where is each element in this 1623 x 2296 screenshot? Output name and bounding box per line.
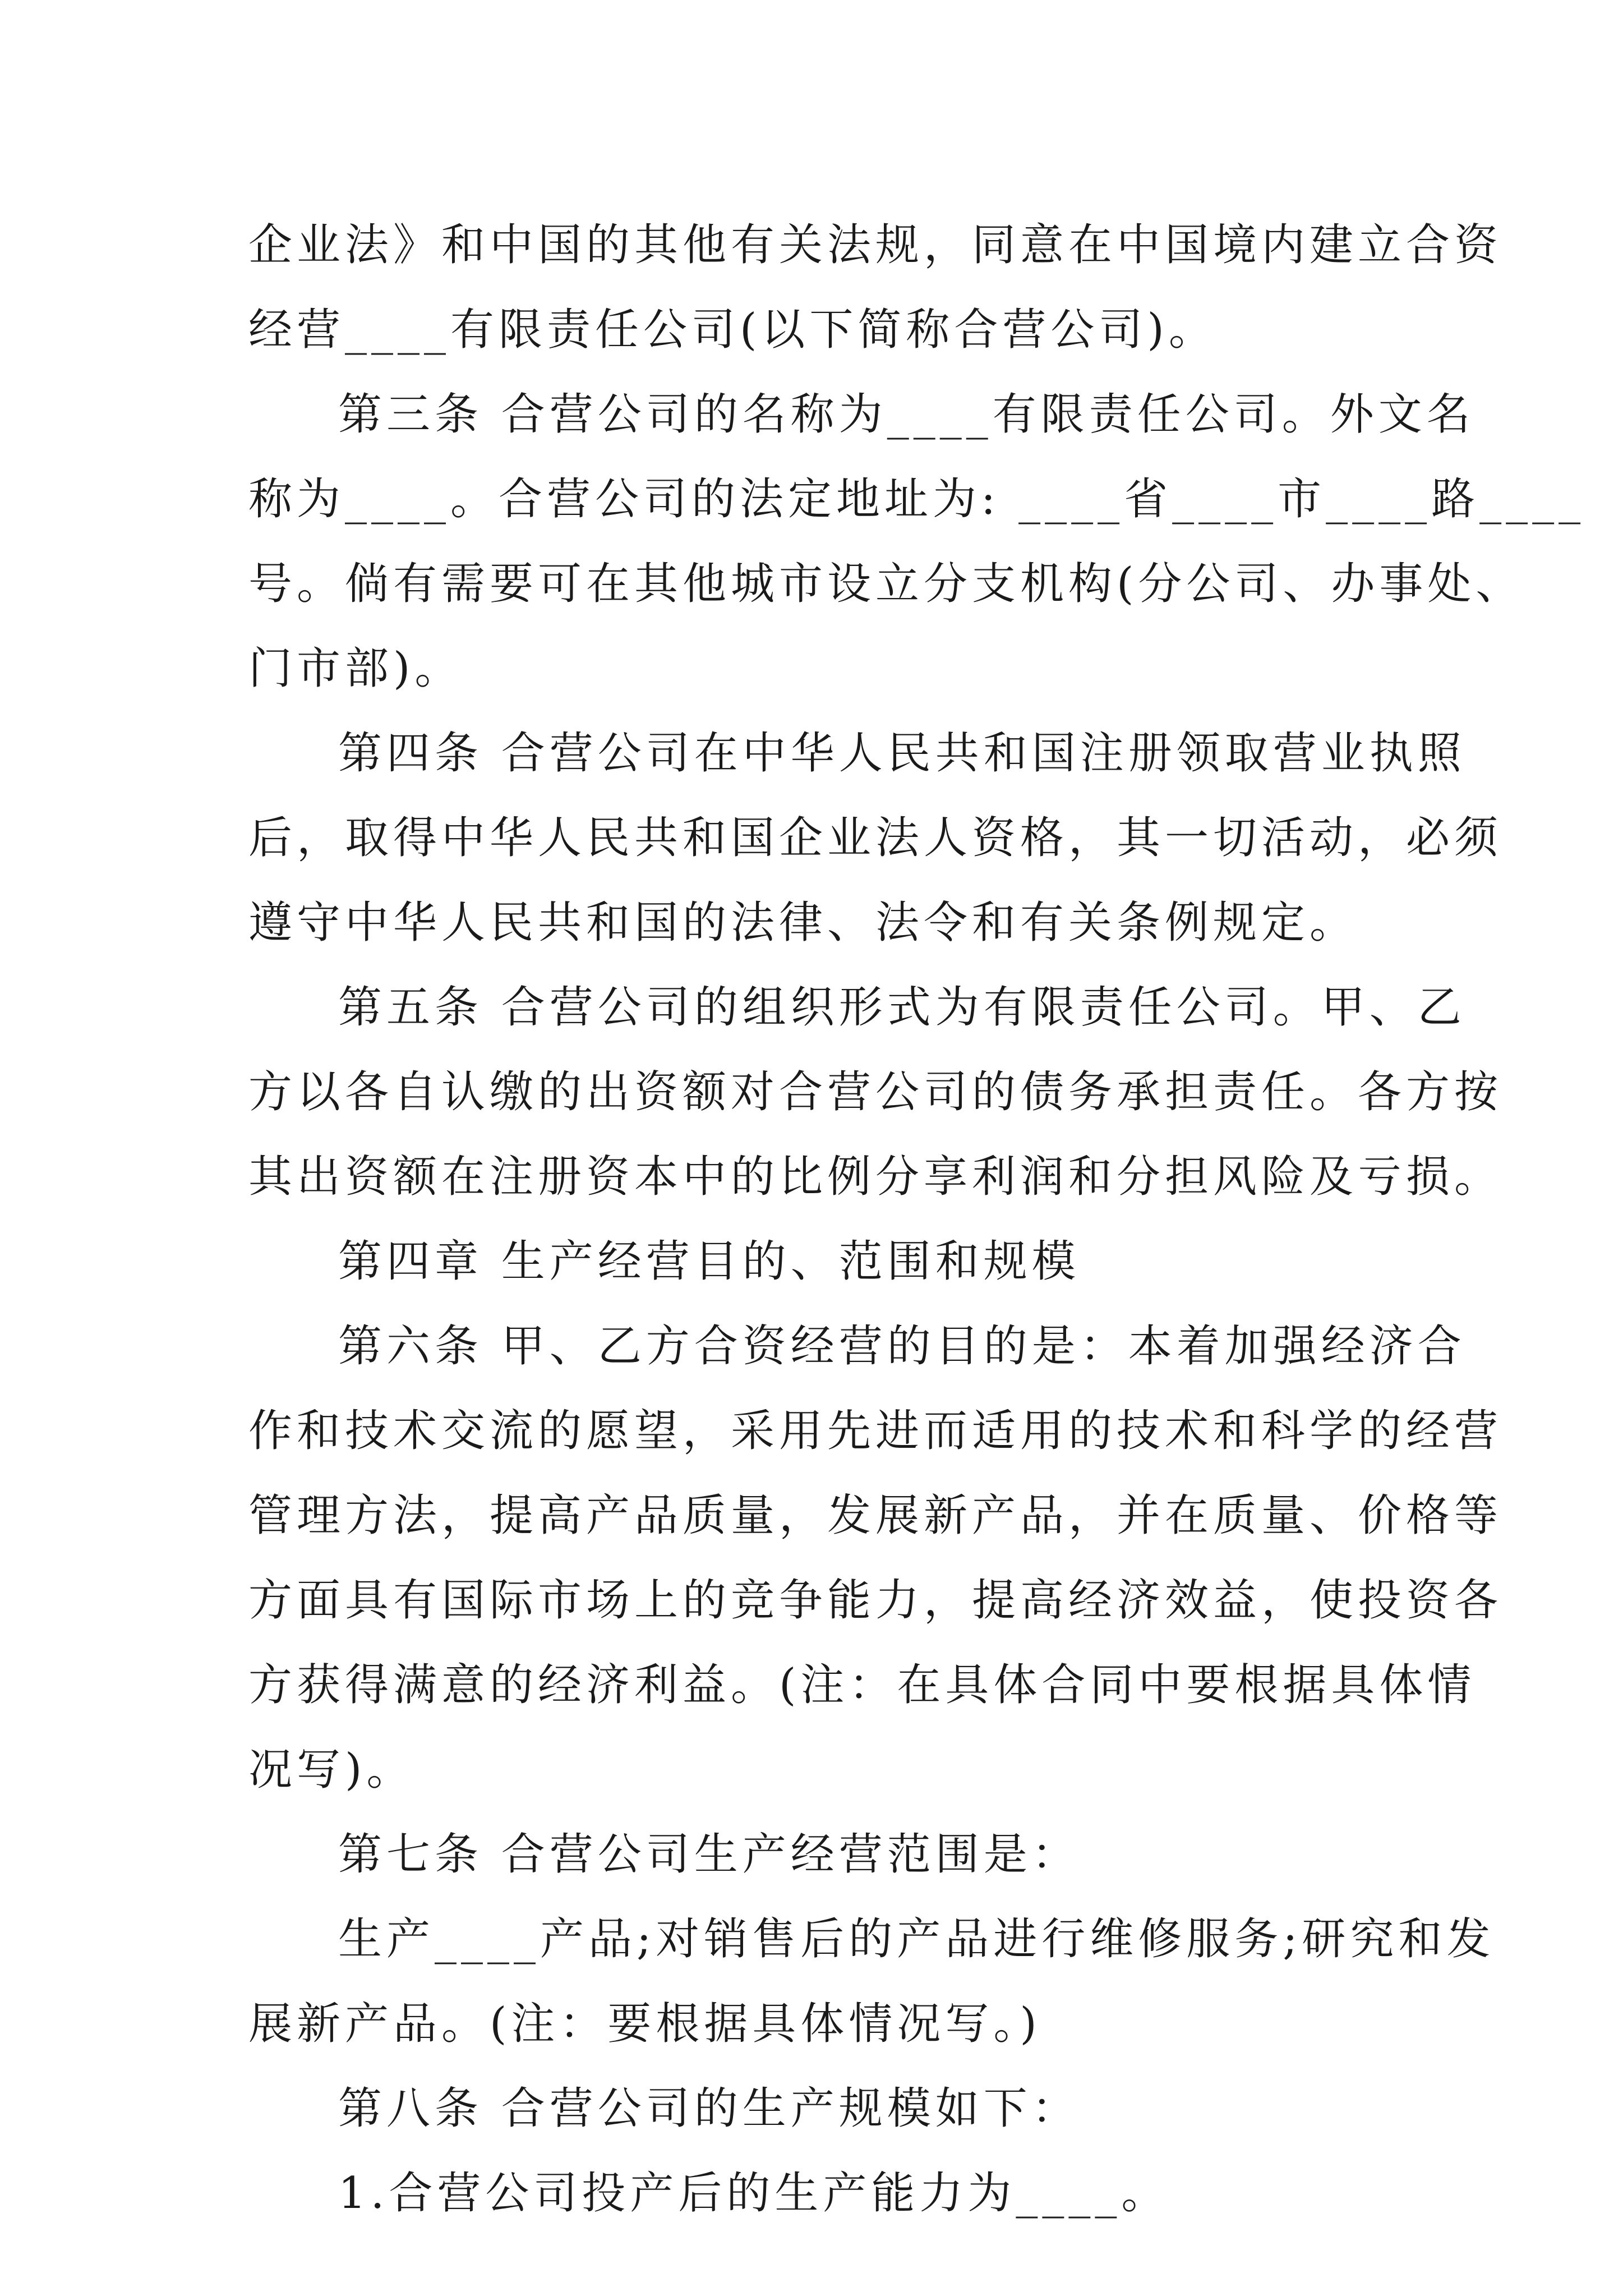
- body-line: 况写)。: [248, 1745, 415, 1795]
- body-line: 后，取得中华人民共和国企业法人资格，其一切活动，必须: [248, 813, 1503, 863]
- article-8-heading-line: 第八条 合营公司的生产规模如下：: [338, 2083, 1080, 2134]
- article-4-heading-line: 第四条 合营公司在中华人民共和国注册领取营业执照: [338, 728, 1466, 779]
- body-line: 企业法》和中国的其他有关法规，同意在中国境内建立合资: [248, 220, 1503, 270]
- body-line: 方以各自认缴的出资额对合营公司的债务承担责任。各方按: [248, 1067, 1503, 1117]
- document-body: [248, 203, 1585, 2236]
- body-line: 作和技术交流的愿望，采用先进而适用的技术和科学的经营: [248, 1406, 1503, 1456]
- body-line: 其出资额在注册资本中的比例分享利润和分担风险及亏损。: [248, 1152, 1503, 1202]
- list-item-line: 1.合营公司投产后的生产能力为____。: [338, 2168, 1170, 2219]
- body-line: 经营____有限责任公司(以下简称合营公司)。: [248, 305, 1217, 355]
- body-line: 遵守中华人民共和国的法律、法令和有关条例规定。: [248, 898, 1358, 948]
- body-line: 生产____产品;对销售后的产品进行维修服务;研究和发: [338, 1914, 1495, 1964]
- body-line: 展新产品。(注：要根据具体情况写。): [248, 1999, 1041, 2049]
- body-line: 号。倘有需要可在其他城市设立分支机构(分公司、办事处、: [248, 559, 1524, 609]
- body-line: 方面具有国际市场上的竞争能力，提高经济效益，使投资各: [248, 1575, 1503, 1626]
- body-line: 门市部)。: [248, 643, 463, 694]
- body-line: 方获得满意的经济利益。(注：在具体合同中要根据具体情: [248, 1660, 1476, 1710]
- body-line: 管理方法，提高产品质量，发展新产品，并在质量、价格等: [248, 1490, 1503, 1541]
- article-7-heading-line: 第七条 合营公司生产经营范围是：: [338, 1829, 1080, 1880]
- article-3-heading-line: 第三条 合营公司的名称为____有限责任公司。外文名: [338, 389, 1475, 440]
- article-6-heading-line: 第六条 甲、乙方合资经营的目的是：本着加强经济合: [338, 1321, 1466, 1372]
- article-5-heading-line: 第五条 合营公司的组织形式为有限责任公司。甲、乙: [338, 982, 1466, 1033]
- body-line: 称为____。合营公司的法定地址为: ____省____市____路____: [248, 474, 1585, 524]
- chapter-4-heading: 第四章 生产经营目的、范围和规模: [338, 1236, 1080, 1287]
